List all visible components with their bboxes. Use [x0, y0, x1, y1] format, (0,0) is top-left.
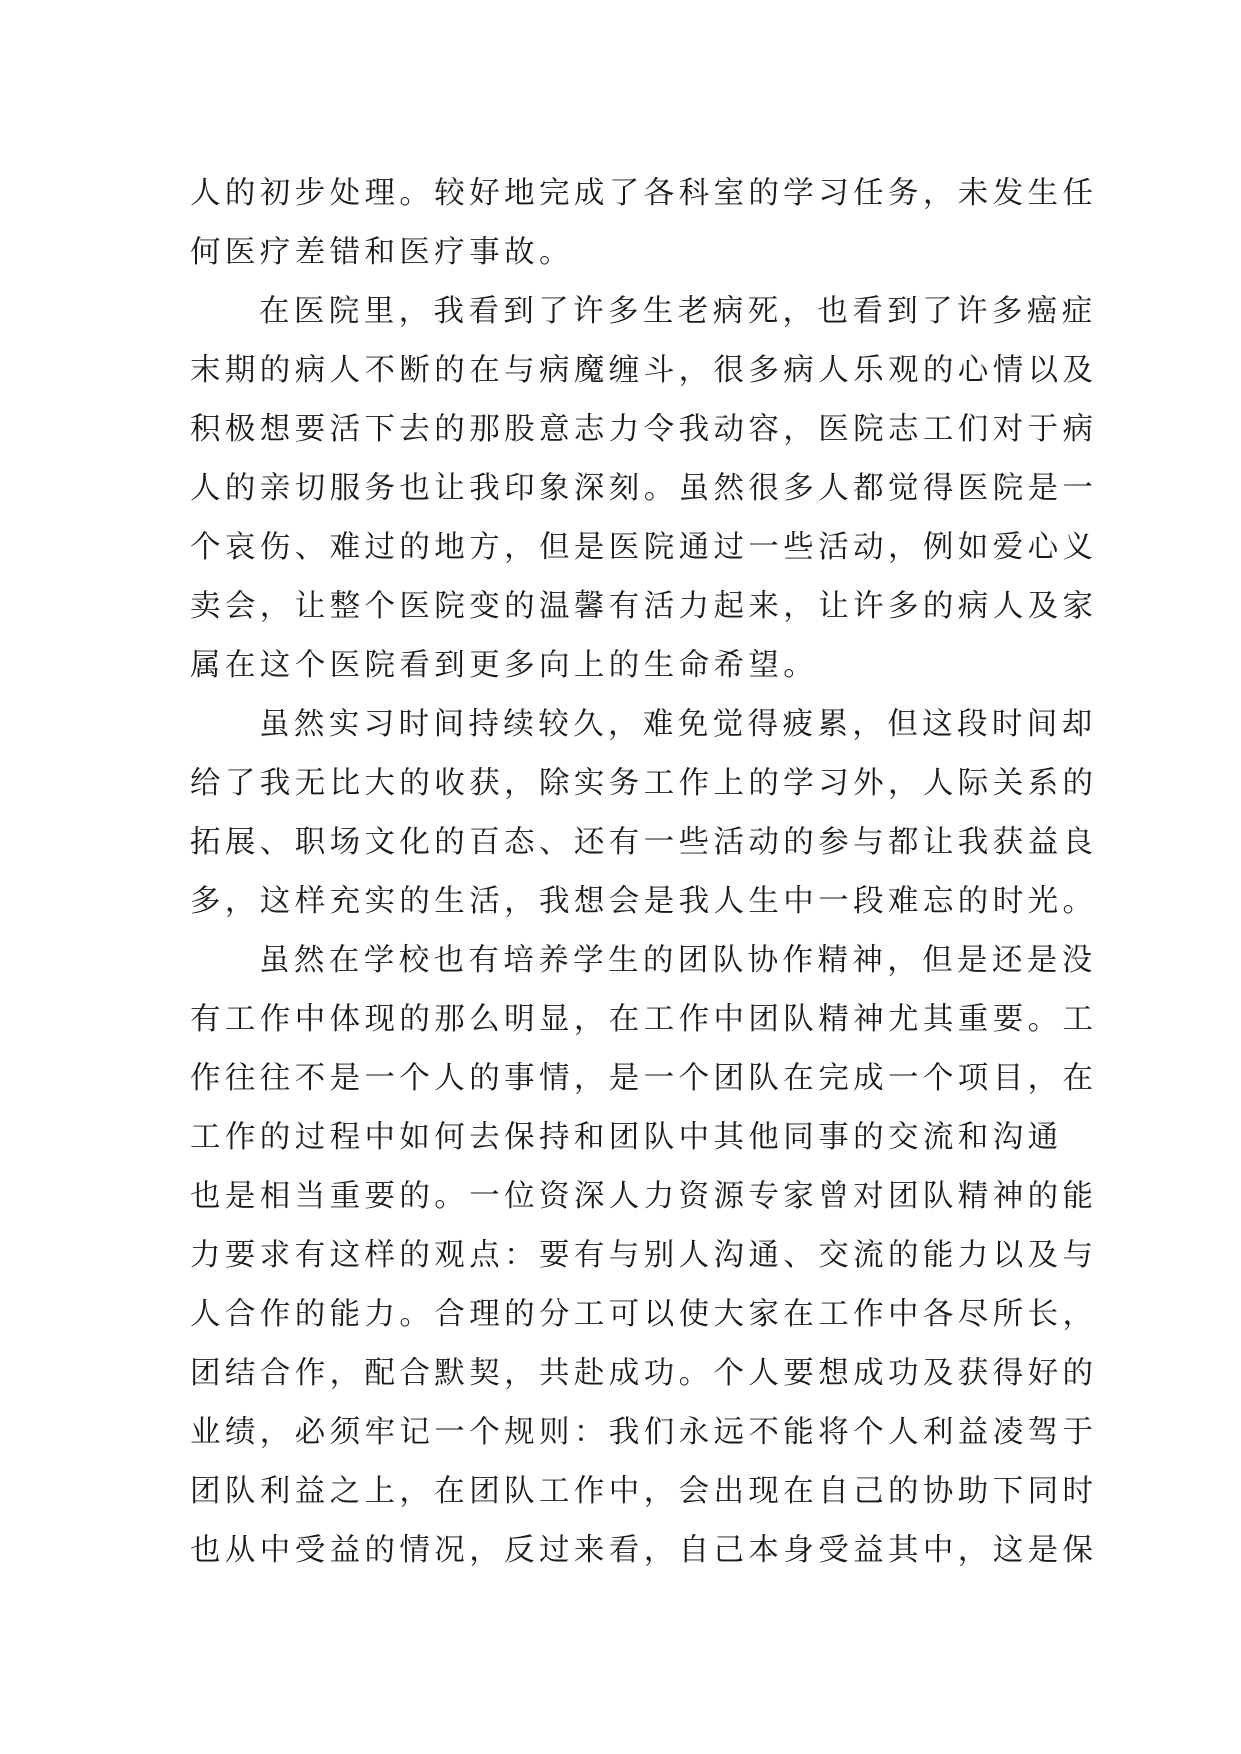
text-line: 人的初步处理。较好地完成了各科室的学习任务，未发生任	[190, 176, 1098, 211]
text-line: 人合作的能力。合理的分工可以使大家在工作中各尽所长，	[190, 1297, 1098, 1332]
text-line: 积极想要活下去的那股意志力令我动容，医院志工们对于病	[190, 412, 1098, 447]
text-line: 也从中受益的情况，反过来看，自己本身受益其中，这是保	[190, 1533, 1098, 1568]
text-line: 何医疗差错和医疗事故。	[190, 235, 574, 270]
paragraph-first-line: 虽然实习时间持续较久，难免觉得疲累，但这段时间却	[259, 707, 1097, 742]
text-line: 人的亲切服务也让我印象深刻。虽然很多人都觉得医院是一	[190, 471, 1098, 506]
paragraph-first-line: 虽然在学校也有培养学生的团队协作精神，但是还是没	[259, 943, 1097, 978]
text-line: 卖会，让整个医院变的温馨有活力起来，让许多的病人及家	[190, 589, 1098, 624]
text-line: 团队利益之上，在团队工作中，会出现在自己的协助下同时	[190, 1474, 1098, 1509]
text-line: 拓展、职场文化的百态、还有一些活动的参与都让我获益良	[190, 825, 1098, 860]
text-line: 多，这样充实的生活，我想会是我人生中一段难忘的时光。	[190, 884, 1098, 919]
text-line: 个哀伤、难过的地方，但是医院通过一些活动，例如爱心义	[190, 530, 1098, 565]
text-line: 业绩，必须牢记一个规则：我们永远不能将个人利益凌驾于	[190, 1415, 1098, 1450]
text-line: 末期的病人不断的在与病魔缠斗，很多病人乐观的心情以及	[190, 353, 1098, 388]
paragraph-first-line: 在医院里，我看到了许多生老病死，也看到了许多癌症	[259, 294, 1097, 329]
text-line: 工作的过程中如何去保持和团队中其他同事的交流和沟通	[190, 1120, 1063, 1155]
text-line: 属在这个医院看到更多向上的生命希望。	[190, 648, 819, 683]
document-body	[190, 164, 1098, 1580]
text-line: 也是相当重要的。一位资深人力资源专家曾对团队精神的能	[190, 1179, 1098, 1214]
text-line: 有工作中体现的那么明显，在工作中团队精神尤其重要。工	[190, 1002, 1098, 1037]
text-line: 作往往不是一个人的事情，是一个团队在完成一个项目，在	[190, 1061, 1098, 1096]
text-line: 力要求有这样的观点：要有与别人沟通、交流的能力以及与	[190, 1238, 1098, 1273]
text-line: 团结合作，配合默契，共赴成功。个人要想成功及获得好的	[190, 1356, 1098, 1391]
text-line: 给了我无比大的收获，除实务工作上的学习外，人际关系的	[190, 766, 1098, 801]
